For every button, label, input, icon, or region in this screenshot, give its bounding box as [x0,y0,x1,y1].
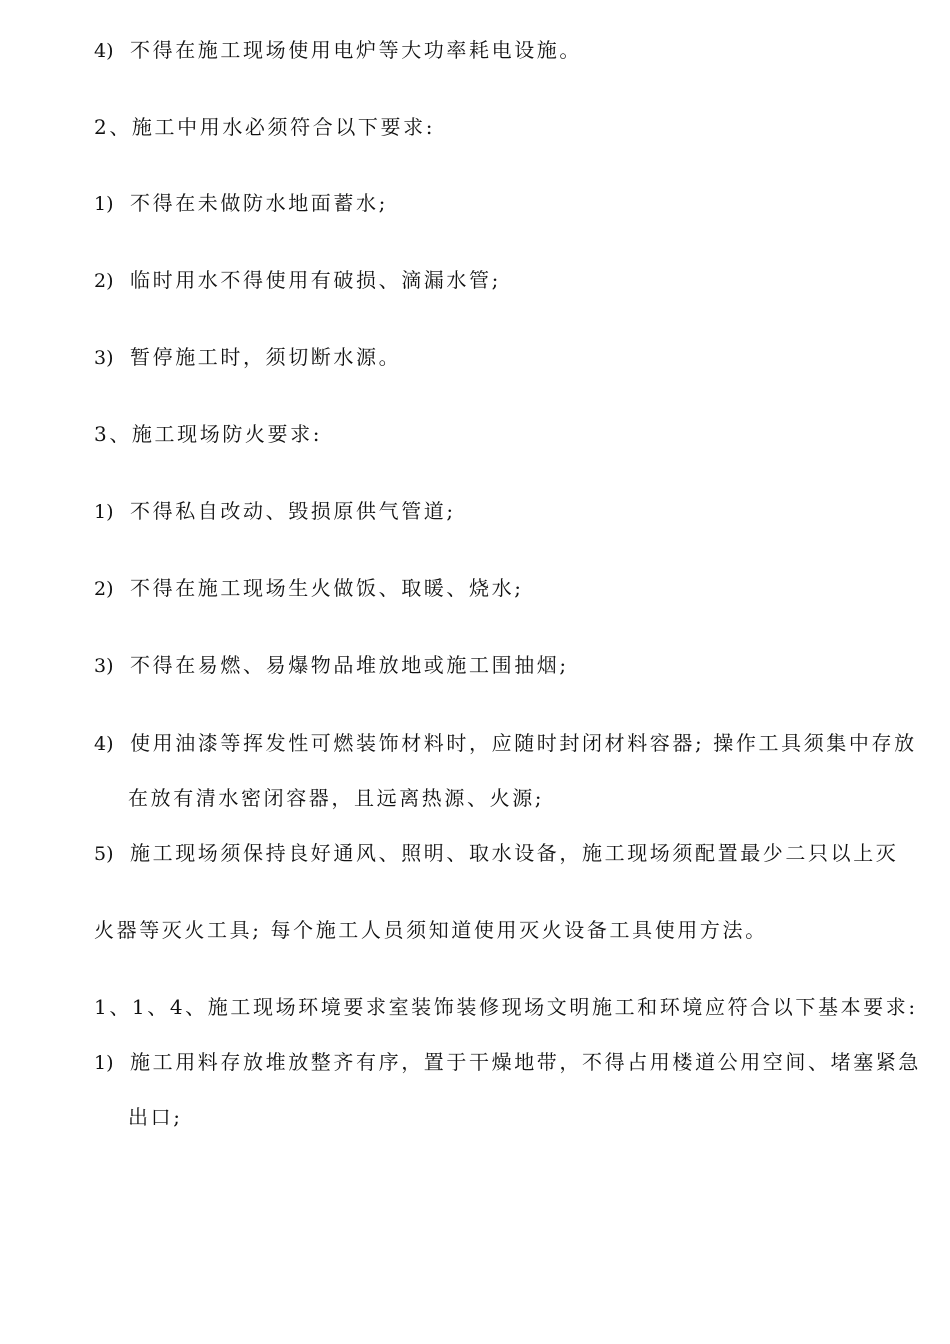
item-text: 不得在未做防水地面蓄水; [130,191,388,215]
item-number: 4) [94,733,114,755]
section-heading [94,992,924,1022]
list-item [94,650,924,681]
list-item [94,728,924,759]
heading-text: 3、施工现场防火要求: [94,422,323,446]
item-text: 出口; [128,1105,183,1129]
list-item [94,838,924,869]
item-text: 火器等灭火工具; 每个施工人员须知道使用灭火设备工具使用方法。 [94,918,768,942]
item-text: 不得在施工现场生火做饭、取暖、烧水; [130,576,524,600]
list-item [94,188,924,219]
list-item [94,573,924,604]
list-item [94,1047,924,1078]
list-item [94,342,924,373]
item-number: 3) [94,655,114,677]
item-text: 使用油漆等挥发性可燃装饰材料时，应随时封闭材料容器; 操作工具须集中存放 [130,731,917,755]
heading-text: 1、1、4、施工现场环境要求室装饰装修现场文明施工和环境应符合以下基本要求: [94,995,918,1019]
item-number: 2) [94,270,114,292]
section-heading [94,419,924,449]
item-text: 不得在施工现场使用电炉等大功率耗电设施。 [130,38,582,62]
list-item-continuation [128,783,950,813]
item-text: 施工现场须保持良好通风、照明、取水设备，施工现场须配置最少二只以上灭 [130,841,899,865]
item-text: 不得在易燃、易爆物品堆放地或施工围抽烟; [130,653,569,677]
list-item-continuation [94,915,924,945]
item-number: 3) [94,347,114,369]
item-text: 暂停施工时，须切断水源。 [130,345,402,369]
list-item-continuation [128,1102,950,1132]
heading-text: 2、施工中用水必须符合以下要求: [94,115,436,139]
item-number: 2) [94,578,114,600]
section-heading [94,112,924,142]
item-number: 1) [94,501,114,523]
item-number: 1) [94,1052,114,1074]
list-item [94,35,924,66]
item-text: 在放有清水密闭容器，且远离热源、火源; [128,786,545,810]
item-text: 不得私自改动、毁损原供气管道; [130,499,456,523]
list-item [94,265,924,296]
item-number: 4) [94,40,114,62]
list-item [94,496,924,527]
item-text: 临时用水不得使用有破损、滴漏水管; [130,268,501,292]
item-number: 1) [94,193,114,215]
item-text: 施工用料存放堆放整齐有序，置于干燥地带，不得占用楼道公用空间、堵塞紧急 [130,1050,921,1074]
item-number: 5) [94,843,114,865]
